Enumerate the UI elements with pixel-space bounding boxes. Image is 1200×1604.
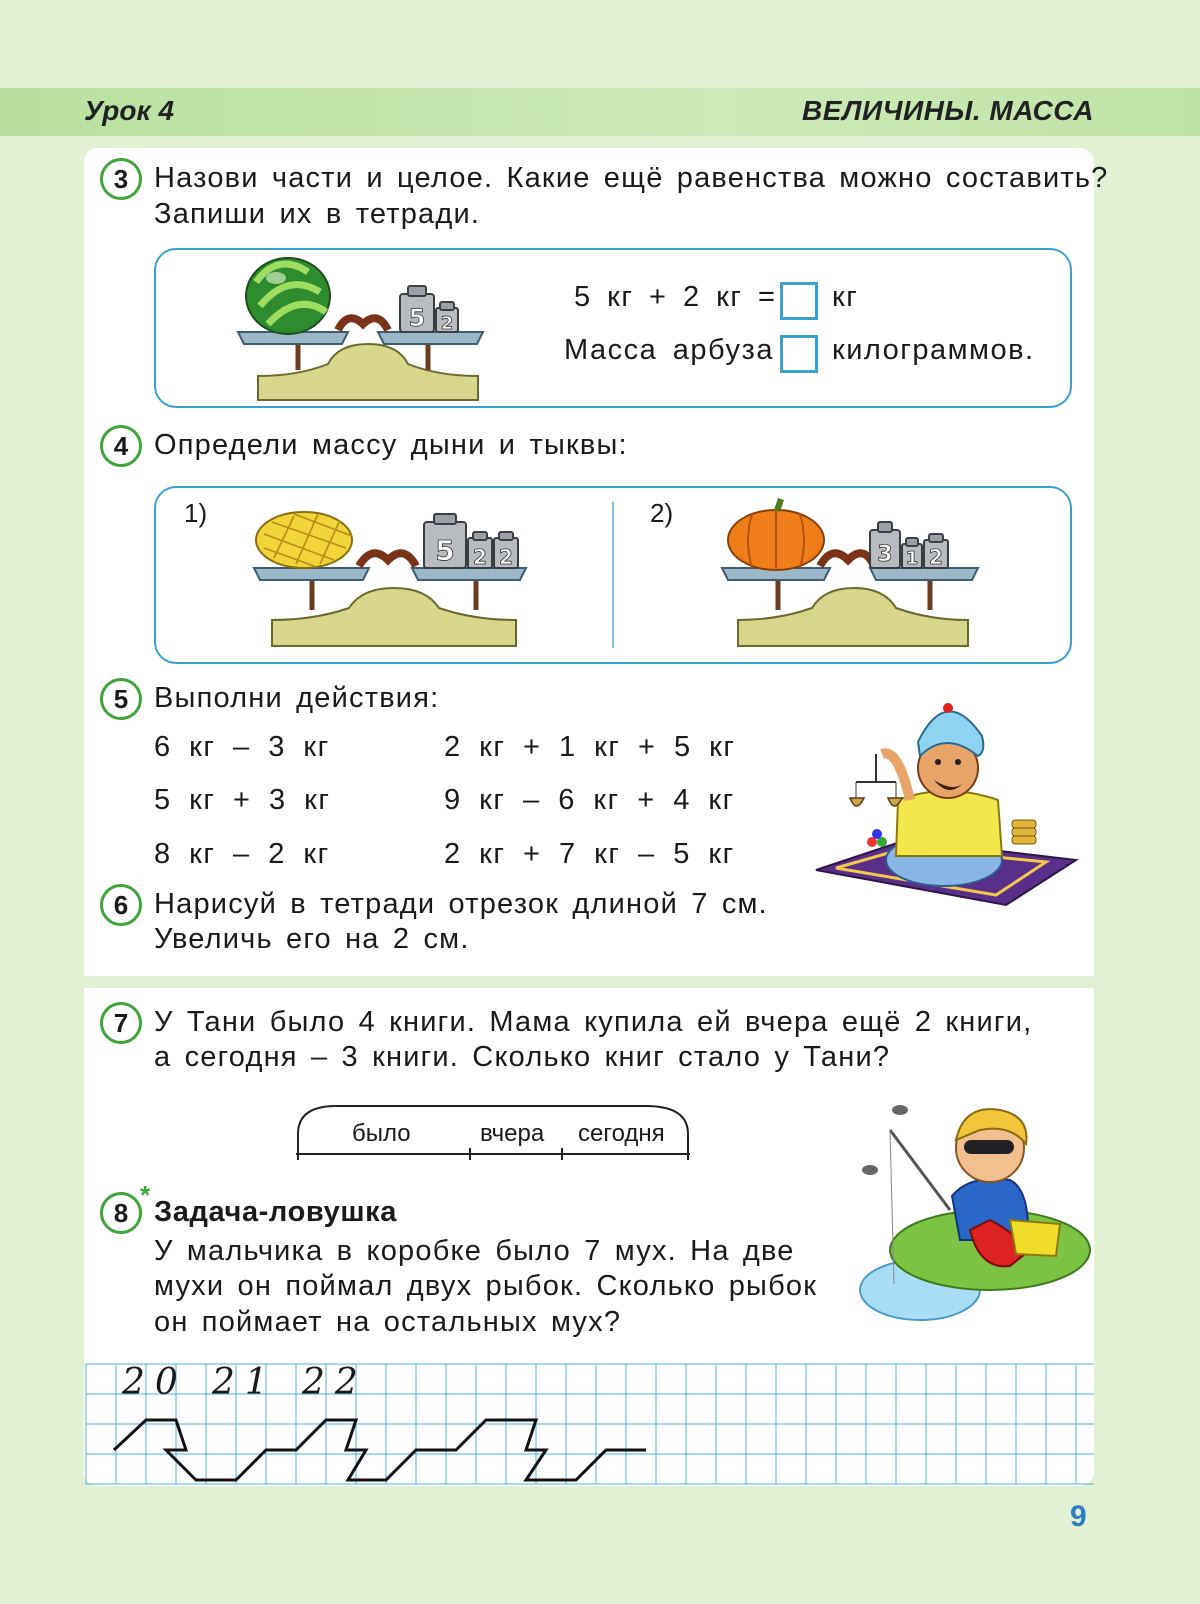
task8-line2: мухи он поймал двух рыбок. Сколько рыбок	[154, 1270, 818, 1302]
task3-number: 3	[100, 158, 142, 200]
task8-line3: он поймает на остальных мух?	[154, 1306, 622, 1338]
task8-title: Задача-ловушка	[154, 1196, 397, 1228]
page-number: 9	[1070, 1500, 1087, 1533]
task5-expr-left-2: 5 кг + 3 кг	[154, 784, 331, 816]
task4-divider	[612, 502, 614, 648]
weight-label: 5	[408, 304, 426, 332]
task5-expr-right-3: 2 кг + 7 кг – 5 кг	[444, 838, 735, 870]
task5-expr-right-2: 9 кг – 6 кг + 4 кг	[444, 784, 735, 816]
task3-eq2-left: Масса арбуза	[564, 334, 774, 366]
weight-label: 1	[905, 548, 919, 569]
task8-line1: У мальчика в коробке было 7 мух. На две	[154, 1235, 795, 1267]
task6-line2: Увеличь его на 2 см.	[154, 923, 470, 955]
task3-eq1-unit: кг	[832, 281, 859, 313]
task3-eq1-left: 5 кг + 2 кг =	[574, 281, 777, 313]
weight-label: 2	[440, 313, 454, 334]
merchant-illustration	[806, 690, 1086, 920]
weight-label: 2	[473, 545, 487, 569]
scale-pumpkin-illustration	[722, 500, 992, 650]
task5-expr-left-3: 8 кг – 2 кг	[154, 838, 330, 870]
task4-number: 4	[100, 425, 142, 467]
copybook-number-20: 20	[122, 1362, 188, 1403]
task6-line1: Нарисуй в тетради отрезок длиной 7 см.	[154, 888, 768, 920]
task4-label1: 1)	[184, 498, 208, 528]
task4-label2: 2)	[650, 498, 674, 528]
task5-expr-left-1: 6 кг – 3 кг	[154, 731, 330, 763]
diagram-label-yesterday: вчера	[480, 1120, 545, 1147]
answer-box-2[interactable]	[780, 335, 818, 373]
task3-line1: Назови части и целое. Какие ещё равенства можно составить?	[154, 162, 1109, 194]
weight-label: 2	[499, 545, 513, 569]
copybook-number-22: 22	[302, 1362, 368, 1403]
weight-label: 2	[929, 545, 943, 569]
task3-line2: Запиши их в тетради.	[154, 198, 481, 230]
scale-watermelon-illustration	[238, 252, 498, 402]
task5-number: 5	[100, 678, 142, 720]
task5-expr-right-1: 2 кг + 1 кг + 5 кг	[444, 731, 736, 763]
copybook-number-21: 21	[212, 1362, 278, 1403]
star-mark: *	[140, 1180, 151, 1210]
task7-line2: а сегодня – 3 книги. Сколько книг стало у Тани?	[154, 1041, 891, 1073]
task6-number: 6	[100, 884, 142, 926]
boy-fishing-illustration	[860, 1100, 1090, 1340]
lesson-title: Урок 4	[84, 95, 175, 126]
task7-line1: У Тани было 4 книги. Мама купила ей вчера ещё 2 книги,	[154, 1006, 1033, 1038]
scale-melon-illustration	[254, 508, 544, 648]
diagram-label-today: сегодня	[578, 1120, 665, 1147]
task4-text: Определи массу дыни и тыквы:	[154, 429, 628, 461]
topic-title: ВЕЛИЧИНЫ. МАССА	[802, 95, 1094, 126]
task5-text: Выполни действия:	[154, 682, 440, 714]
answer-box-1[interactable]	[780, 282, 818, 320]
task3-eq2-unit: килограммов.	[832, 334, 1035, 366]
weight-label: 5	[435, 534, 455, 567]
weight-label: 3	[877, 542, 893, 567]
task8-number: 8	[100, 1192, 142, 1234]
diagram-label-was: было	[352, 1120, 411, 1147]
task7-number: 7	[100, 1002, 142, 1044]
